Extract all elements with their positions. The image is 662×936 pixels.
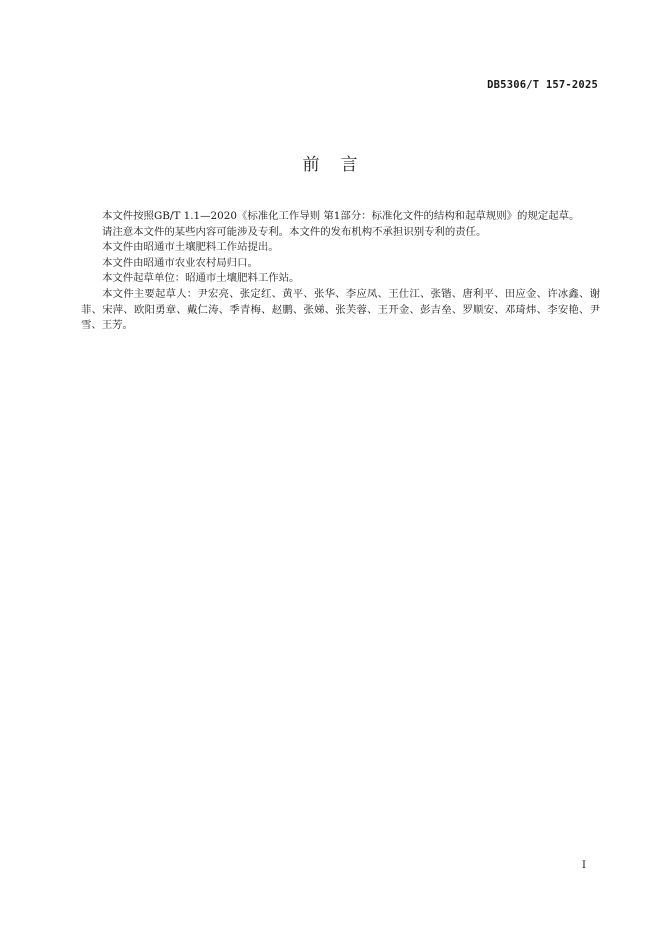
page-title: 前 言 (302, 155, 360, 175)
paragraph-drafting-basis: 本文件按照GB/T 1.1—2020《标准化工作导则 第1部分：标准化文件的结构和起草规则》的规定起草。 (102, 210, 580, 222)
page-number: I (582, 860, 586, 871)
paragraph-proposer: 本文件由昭通市土壤肥料工作站提出。 (102, 241, 279, 254)
document-body (81, 209, 600, 334)
paragraph-patent-notice: 请注意本文件的某些内容可能涉及专利。本文件的发布机构不承担识别专利的责任。 (102, 225, 487, 238)
paragraph-drafting-unit: 本文件起草单位：昭通市土壤肥料工作站。 (102, 272, 300, 285)
paragraph-drafters: 本文件主要起草人：尹宏亮、张定红、黄平、张华、李应凤、王仕江、张锴、唐利平、田应金、许冰鑫、谢菲、宋萍、欧阳勇章、戴仁涛、季青梅、赵鹏、张娣、张芙蓉、王开金、彭吉垒、罗顺安、邓琦炜、李安艳、尹雪、王芳。 (81, 287, 600, 332)
document-code: DB5306/T 157-2025 (487, 79, 598, 91)
paragraph-administrator: 本文件由昭通市农业农村局归口。 (102, 256, 258, 269)
